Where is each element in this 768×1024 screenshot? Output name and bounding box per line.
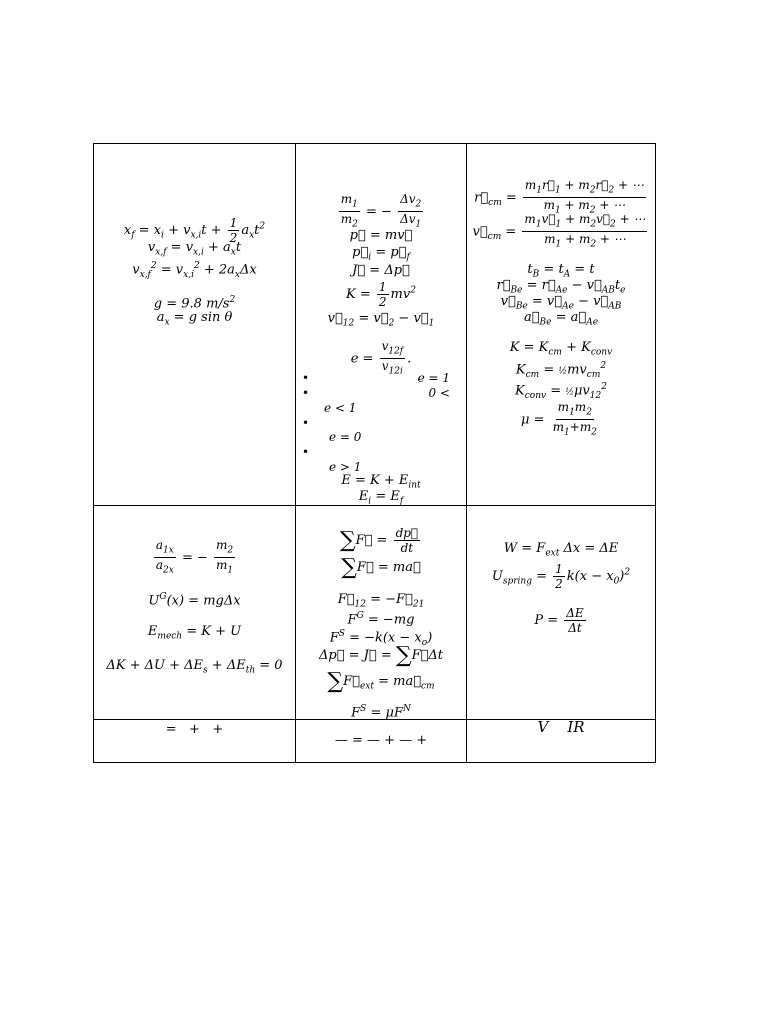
kinematics-velocity-eq: $v_{x,f} = v_{x,i} + a_xt$ xyxy=(147,240,242,258)
gravity-force-eq: $F^G = -mg$ xyxy=(347,611,415,628)
gravitational-pe-eq: $U^G(x) = mg\Delta x$ xyxy=(148,592,241,609)
restitution-inelastic: e < 1 xyxy=(324,401,357,415)
bullet-marker: • xyxy=(302,386,310,400)
partial-equation-left: = + + xyxy=(165,722,224,737)
work-eq: $W = F_{ext}$ Δx = ΔE xyxy=(503,541,619,559)
position-transform-eq: $r⃗_{Be}$ = $r⃗_{Ae}$ − $v⃗_{AB}t_e$ xyxy=(496,278,626,296)
v-cm-eq: $v⃗_{cm}$ = $\frac{m_1v⃗_1 + m_2v⃗_2 + \cdots}{m_1 + m_2 + \cdots}$ xyxy=(472,212,646,250)
kinematics-position-eq: $x_f = x_i + v_{x,i}t$ + $\frac{1}{2}$ $a_xt^2$ xyxy=(123,216,266,245)
incline-acceleration: $a_x = g$ sin θ xyxy=(156,310,233,328)
forces-cell xyxy=(296,506,467,720)
partial-equation-middle: — = — + — + xyxy=(334,733,428,748)
velocity-transform-eq: $v⃗_{Be}$ = $v⃗_{Ae}$ − $v⃗_{AB}$ xyxy=(500,294,622,312)
acceleration-ratio-eq: $\frac{a_{1x}}{a_{2x}}$ = − $\frac{m_2}{m_1}$ xyxy=(155,538,234,576)
total-energy-eq: $E = K + E_{int}$ xyxy=(341,473,421,491)
newton-second-law-eq: ∑F⃗ = ma⃗ xyxy=(341,555,421,580)
restitution-eq: e = $\frac{v_{12f}}{v_{12i}}$ . xyxy=(350,339,412,377)
momentum-conservation-eq: $p⃗_i$ = $p⃗_f$ xyxy=(352,245,410,263)
restitution-perfectly-inelastic: e = 0 xyxy=(329,430,362,444)
gravity-constant: g = 9.8 $m/s^2$ xyxy=(153,295,236,312)
formula-table xyxy=(93,143,656,763)
energy-cell xyxy=(94,506,296,720)
mass-ratio-eq: $\frac{m_1}{m_2}$ = − $\frac{\Delta v_2}{\Delta v_1}$ xyxy=(340,192,422,230)
newton-momentum-eq: ∑F⃗ = $\frac{dp⃗}{dt}$ xyxy=(339,526,419,555)
k-cm-eq: $K_{cm}$ = $\frac{1}{2}mv_{cm}^2$ xyxy=(515,361,607,380)
relative-velocity-eq: $v⃗_{12}$ = $v⃗_2$ − $v⃗_1$ xyxy=(327,311,435,329)
time-equality-eq: $t_B = t_A = t$ xyxy=(527,262,595,280)
work-power-cell xyxy=(467,506,656,720)
energy-balance-eq: $\Delta K + \Delta U + \Delta E_s + \Delta E_{th} = 0$ xyxy=(106,658,283,676)
center-of-mass-cell xyxy=(467,144,656,506)
momentum-cell xyxy=(296,144,467,506)
kinetic-split-eq: $K = K_{cm} + K_{conv}$ xyxy=(509,340,613,358)
kinematics-velocity-squared-eq: $v_{x,f}^2 = v_{x,i}^2 + 2a_x\Delta x$ xyxy=(132,261,257,280)
newton-third-law-eq: $F⃗_{12}$ = $-F⃗_{21}$ xyxy=(337,592,425,610)
momentum-eq: p⃗ = mv⃗ xyxy=(349,228,413,243)
blank-row-cell-left xyxy=(94,720,296,763)
external-force-eq: $\sum F⃗_{ext}$ = $ma⃗_{cm}$ xyxy=(327,669,435,694)
impulse-eq: J⃗ = Δp⃗ xyxy=(352,263,410,278)
bullet-marker: • xyxy=(302,445,310,459)
acceleration-transform-eq: $a⃗_{Be}$ = $a⃗_{Ae}$ xyxy=(523,310,599,328)
kinetic-energy-eq: K = $\frac{1}{2}$ $mv^2$ xyxy=(346,280,416,309)
restitution-range-lower: 0 < xyxy=(428,386,450,400)
k-conv-eq: $K_{conv}$ = $\frac{1}{2}\mu v_{12}^2$ xyxy=(515,382,607,401)
impulse-sum-eq: Δp⃗ = J⃗ = ∑F⃗Δt xyxy=(319,643,443,668)
friction-force-eq: $F^S = \mu F^N$ xyxy=(351,704,411,721)
energy-conservation-eq: $E_i = E_f$ xyxy=(358,489,404,507)
blank-row-cell-right xyxy=(467,720,656,763)
r-cm-eq: $r⃗_{cm}$ = $\frac{m_1r⃗_1 + m_2r⃗_2 + \cdots}{m_1 + m_2 + \cdots}$ xyxy=(474,178,644,216)
blank-row-cell-middle xyxy=(296,720,467,763)
bullet-marker: • xyxy=(302,371,310,385)
reduced-mass-eq: μ = $\frac{m_1m_2}{m_1+m_2}$ xyxy=(521,400,597,438)
power-eq: P = $\frac{\Delta E}{\Delta t}$ xyxy=(534,606,584,635)
restitution-superelastic: e > 1 xyxy=(329,460,362,474)
kinematics-cell xyxy=(94,144,296,506)
mechanical-energy-eq: $E_{mech} = K + U$ xyxy=(147,624,242,642)
bullet-marker: • xyxy=(302,416,310,430)
ohms-law-fragment: V IR xyxy=(537,718,585,736)
spring-force-eq: $F^S = -k(x - x_o)$ xyxy=(329,629,433,648)
restitution-elastic: e = 1 xyxy=(417,371,450,385)
spring-pe-eq: $U_{spring}$ = $\frac{1}{2}$ $k(x - x_0)^2$ xyxy=(491,562,631,591)
